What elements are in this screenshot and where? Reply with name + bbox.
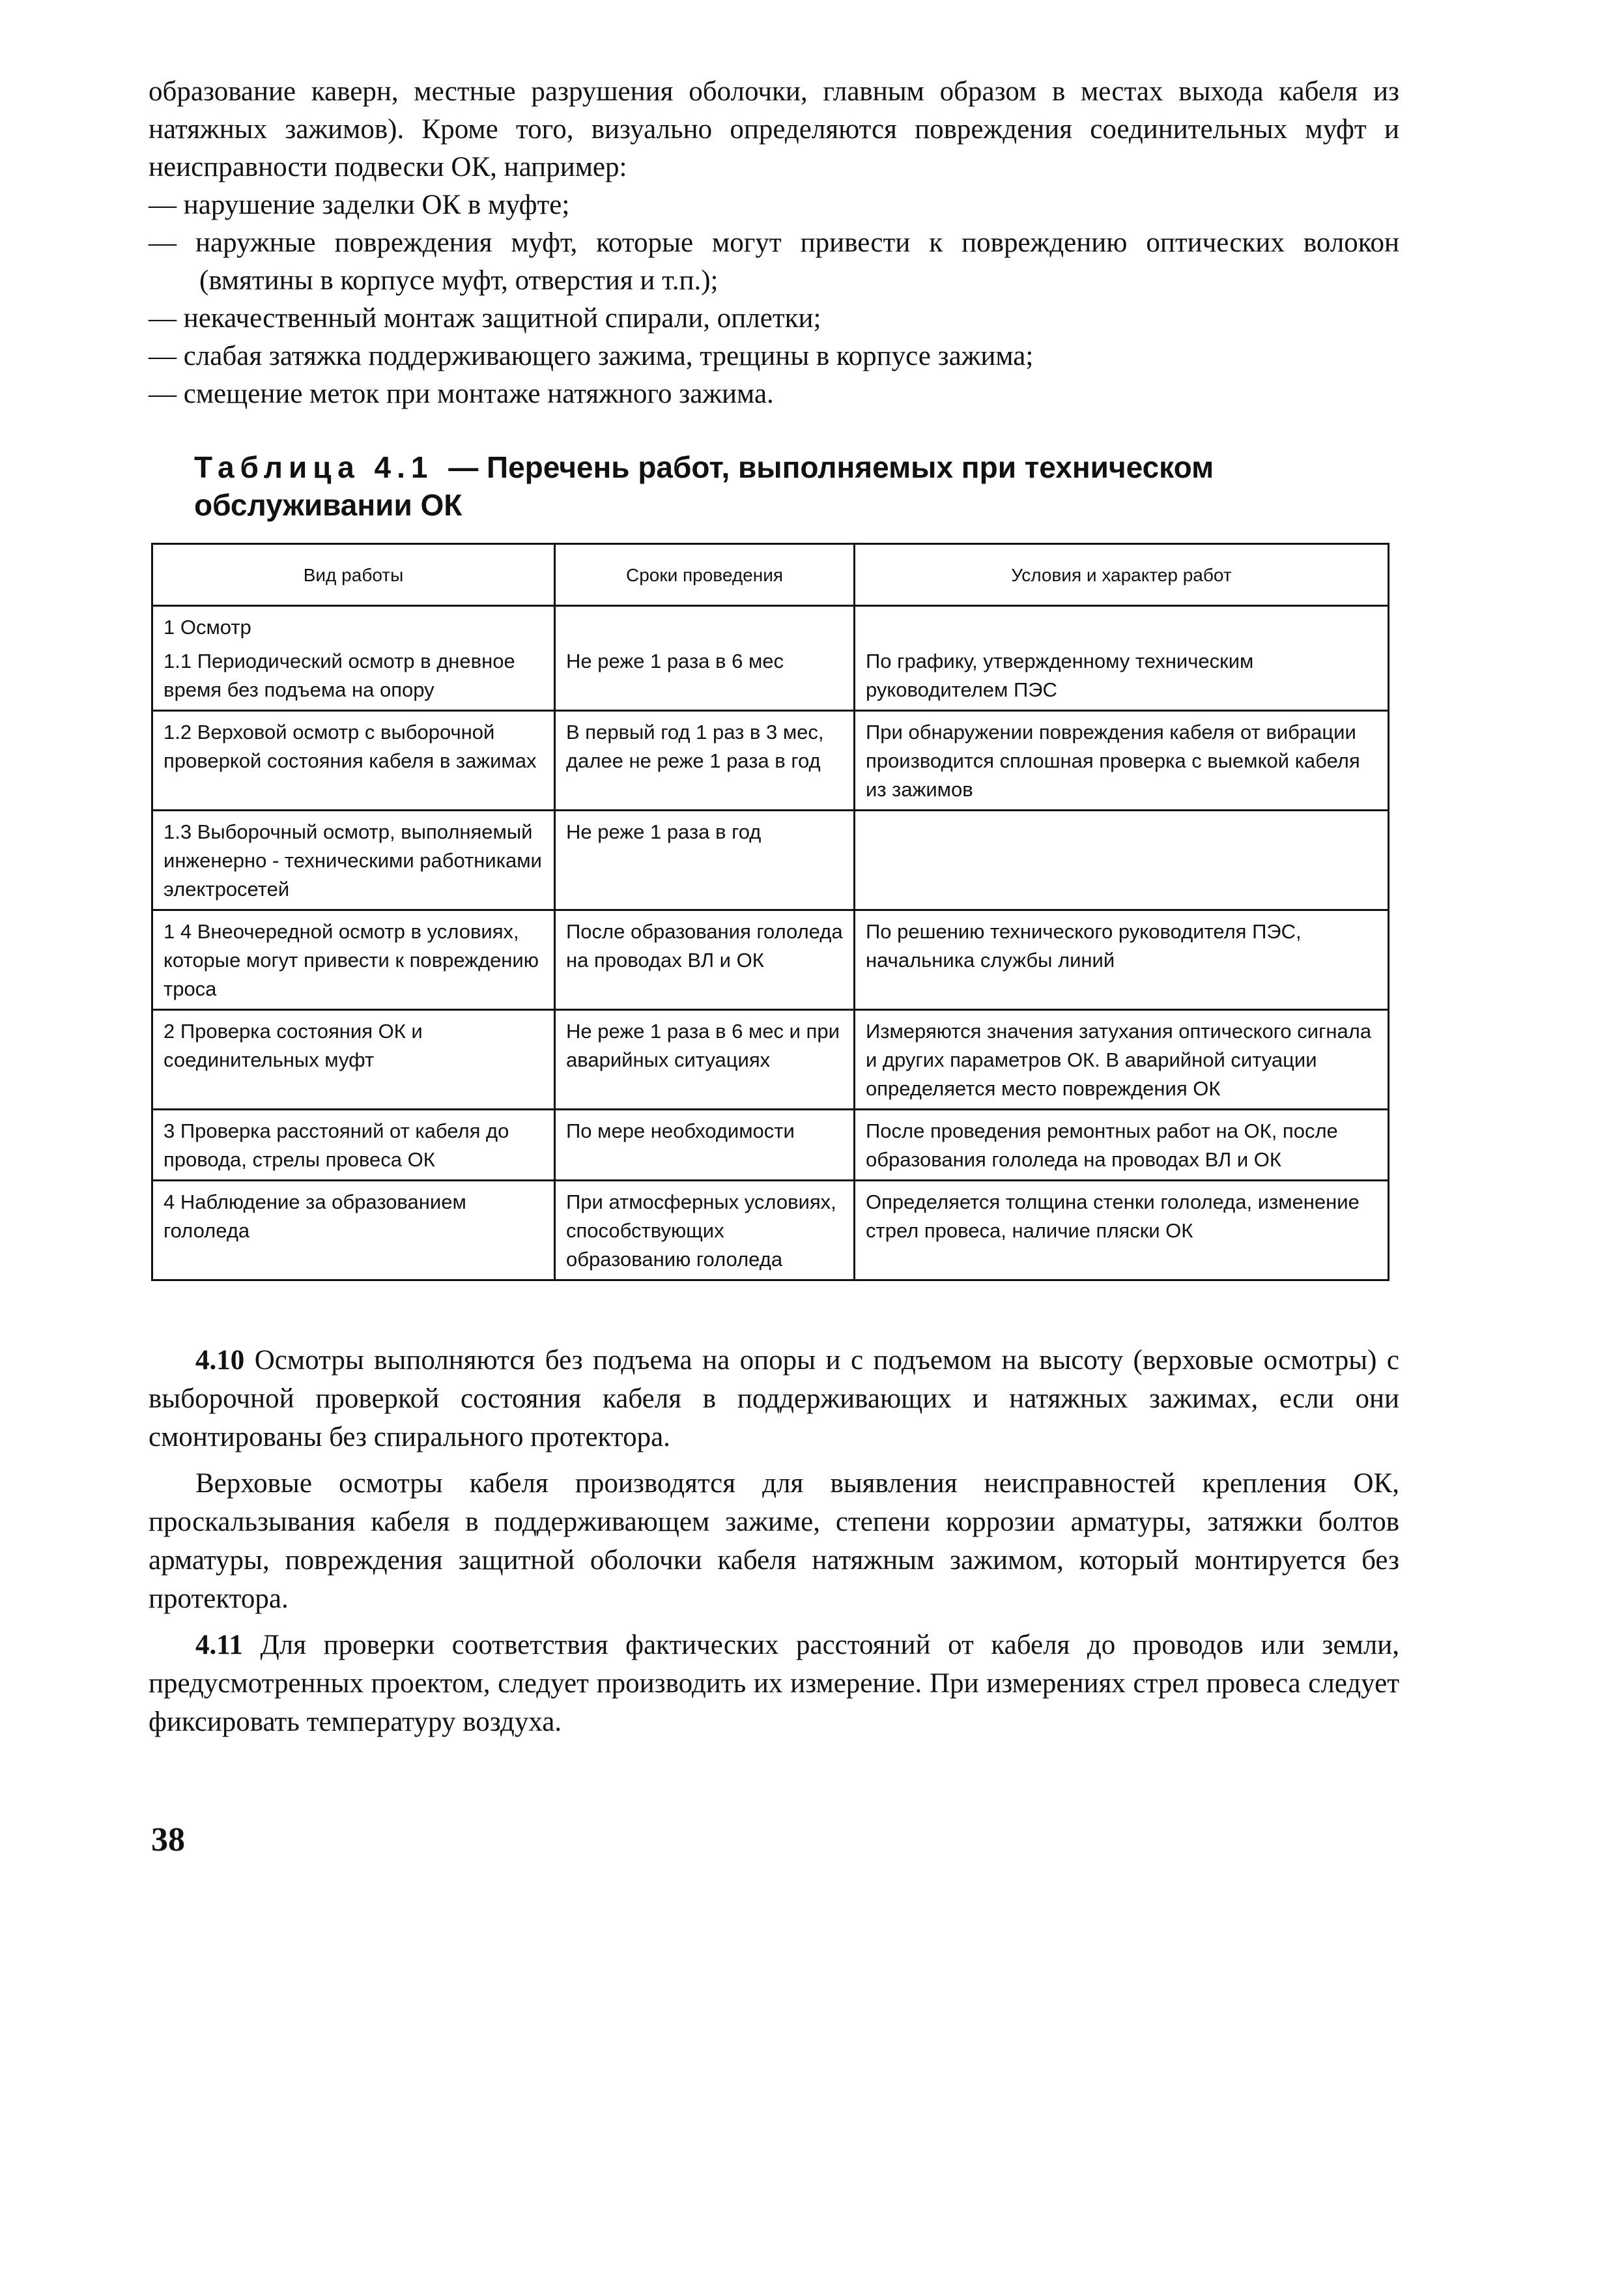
table-cell-work-type: 3 Проверка расстояний от кабеля до провода, стрелы провеса ОК: [152, 1110, 555, 1181]
table-cell-work-type: 4 Наблюдение за образованием гололеда: [152, 1181, 555, 1280]
column-header-schedule: Сроки проведения: [555, 544, 855, 606]
paragraph-4-11: [149, 1626, 1399, 1741]
table-header-row: [152, 544, 1389, 606]
intro-lead-paragraph: образование каверн, местные разрушения оболочки, главным образом в местах выхода кабеля из натяжных зажимов). Кроме того, визуально определяются повреждения соединительных муфт и неисправности подвески ОК, например:: [149, 76, 1399, 182]
table-cell-schedule: После образования гололеда на проводах ВЛ и ОК: [555, 910, 855, 1010]
intro-list-item: — некачественный монтаж защитной спирали, оплетки;: [149, 303, 821, 334]
table-cell-schedule: При атмосферных условиях, способствующих образованию гололеда: [555, 1181, 855, 1280]
clause-number: 4.10: [195, 1345, 245, 1376]
table-cell-schedule: По мере необходимости: [555, 1110, 855, 1181]
intro-list-item: — смещение меток при монтаже натяжного зажима.: [149, 379, 774, 409]
table-cell-conditions: Измеряются значения затухания оптического сигнала и других параметров ОК. В аварийной ситуации определяется место повреждения ОК: [855, 1010, 1389, 1110]
table-row: [152, 910, 1389, 1010]
table-cell-schedule: Не реже 1 раза в год: [555, 811, 855, 910]
table-cell: [555, 606, 855, 644]
table-cell-conditions: [855, 811, 1389, 910]
table-caption: [194, 448, 1399, 524]
table-row: [152, 1010, 1389, 1110]
section-title-cell: 1 Осмотр: [152, 606, 555, 644]
table-cell-conditions: После проведения ремонтных работ на ОК, после образования гололеда на проводах ВЛ и ОК: [855, 1110, 1389, 1181]
column-header-work-type: Вид работы: [152, 544, 555, 606]
table-cell-work-type: 2 Проверка состояния ОК и соединительных муфт: [152, 1010, 555, 1110]
table-cell-work-type: 1.3 Выборочный осмотр, выполняемый инженерно - техническими работниками электросетей: [152, 811, 555, 910]
page-number: 38: [151, 1821, 185, 1858]
table-cell-conditions: При обнаружении повреждения кабеля от вибрации производится сплошная проверка с выемкой кабеля из зажимов: [855, 711, 1389, 811]
table-row: [152, 1110, 1389, 1181]
table-cell-work-type: 1.2 Верховой осмотр с выборочной проверкой состояния кабеля в зажимах: [152, 711, 555, 811]
maintenance-works-table: [151, 543, 1389, 1281]
clause-text: Для проверки соответствия фактических расстояний от кабеля до проводов или земли, предусмотренных проектом, следует производить их измерение. При измерениях стрел провеса следует фиксировать температуру воздуха.: [149, 1630, 1399, 1737]
table-row: [152, 643, 1389, 711]
clause-number: 4.11: [195, 1630, 243, 1660]
table-cell-schedule: Не реже 1 раза в 6 мес: [555, 643, 855, 711]
body-text-block: [149, 1341, 1399, 1741]
table-cell-conditions: Определяется толщина стенки гололеда, изменение стрел провеса, наличие пляски ОК: [855, 1181, 1389, 1280]
table-cell-conditions: По решению технического руководителя ПЭС, начальника службы линий: [855, 910, 1389, 1010]
table-cell-work-type: 1 4 Внеочередной осмотр в условиях, которые могут привести к повреждению троса: [152, 910, 555, 1010]
intro-list-item: — слабая затяжка поддерживающего зажима, трещины в корпусе зажима;: [149, 341, 1034, 371]
paragraph-4-10: [149, 1341, 1399, 1456]
table-section-row: [152, 606, 1389, 644]
table-row: [152, 811, 1389, 910]
table-cell-work-type: 1.1 Периодический осмотр в дневное время без подъема на опору: [152, 643, 555, 711]
paragraph-top-inspections: Верховые осмотры кабеля производятся для выявления неисправностей крепления ОК, проскальзывания кабеля в поддерживающем зажиме, степени коррозии арматуры, затяжки болтов арматуры, повреждения защитной оболочки кабеля натяжным зажимом, который монтируется без протектора.: [149, 1468, 1399, 1614]
intro-text-block: [149, 73, 1399, 413]
table-cell-schedule: В первый год 1 раз в 3 мес, далее не реже 1 раза в год: [555, 711, 855, 811]
table-caption-title: — Перечень работ, выполняемых при техническом обслуживании ОК: [194, 450, 1214, 522]
table-cell-conditions: По графику, утвержденному техническим руководителем ПЭС: [855, 643, 1389, 711]
table-cell-schedule: Не реже 1 раза в 6 мес и при аварийных ситуациях: [555, 1010, 855, 1110]
table-cell: [855, 606, 1389, 644]
table-row: [152, 711, 1389, 811]
table-row: [152, 1181, 1389, 1280]
column-header-conditions: Условия и характер работ: [855, 544, 1389, 606]
clause-text: Осмотры выполняются без подъема на опоры и с подъемом на высоту (верховые осмотры) с выборочной проверкой состояния кабеля в поддерживающих и натяжных зажимах, если они смонтированы без спирального протектора.: [149, 1345, 1399, 1452]
intro-list-item: — наружные повреждения муфт, которые могут привести к повреждению оптических волокон (вмятины в корпусе муфт, отверстия и т.п.);: [149, 227, 1399, 296]
intro-list-item: — нарушение заделки ОК в муфте;: [149, 190, 570, 220]
table-caption-label: Таблица 4.1: [194, 450, 434, 484]
